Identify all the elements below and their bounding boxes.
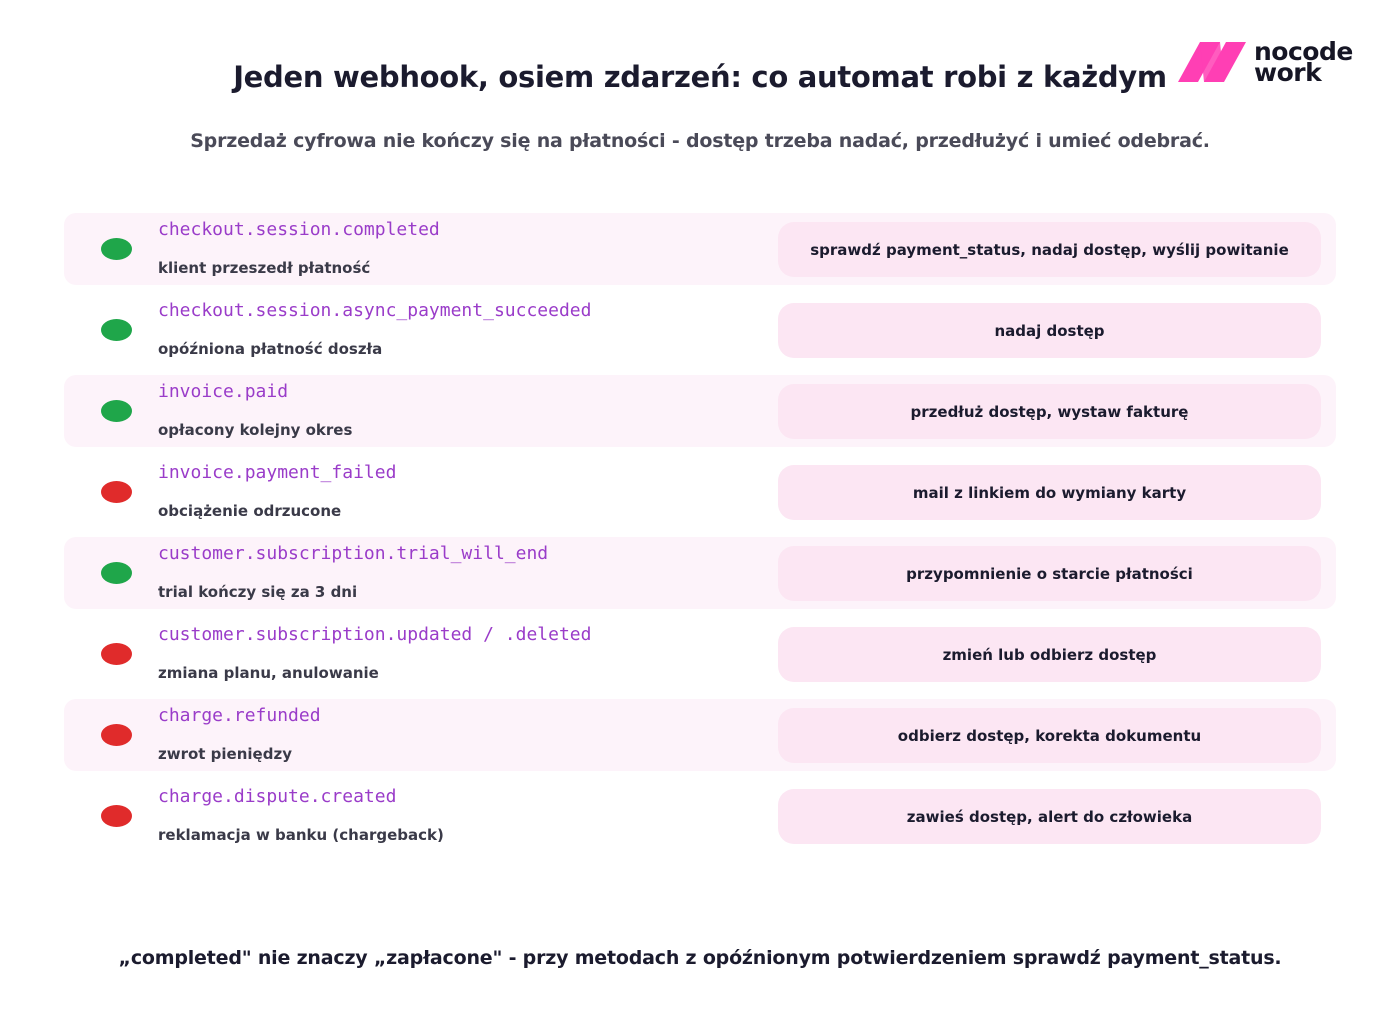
event-row <box>64 537 1336 609</box>
event-name: customer.subscription.trial_will_end <box>158 543 549 564</box>
event-name: charge.refunded <box>158 705 321 726</box>
event-description: reklamacja w banku (chargeback) <box>158 826 444 844</box>
footer-note: „completed" nie znaczy „zapłacone" - przy metodach z opóźnionym potwierdzeniem sprawdź payment_status. <box>118 947 1282 969</box>
event-name: checkout.session.completed <box>158 219 440 240</box>
event-list <box>64 213 1336 861</box>
event-row <box>64 780 1336 852</box>
event-row <box>64 375 1336 447</box>
status-dot-green-icon <box>101 319 132 341</box>
event-row <box>64 213 1336 285</box>
event-name: checkout.session.async_payment_succeeded <box>158 300 592 321</box>
event-action-pill: odbierz dostęp, korekta dokumentu <box>778 708 1321 763</box>
page-subtitle: Sprzedaż cyfrowa nie kończy się na płatności - dostęp trzeba nadać, przedłużyć i umieć odebrać. <box>190 130 1210 152</box>
event-name: charge.dispute.created <box>158 786 397 807</box>
event-name: invoice.paid <box>158 381 289 402</box>
event-action-pill: sprawdź payment_status, nadaj dostęp, wyślij powitanie <box>778 222 1321 277</box>
event-action-pill: przypomnienie o starcie płatności <box>778 546 1321 601</box>
page-title: Jeden webhook, osiem zdarzeń: co automat robi z każdym <box>233 60 1167 94</box>
status-dot-red-icon <box>101 724 132 746</box>
event-description: zwrot pieniędzy <box>158 745 292 763</box>
event-name: customer.subscription.updated / .deleted <box>158 624 592 645</box>
event-description: zmiana planu, anulowanie <box>158 664 379 682</box>
event-action-pill: mail z linkiem do wymiany karty <box>778 465 1321 520</box>
event-action-pill: zawieś dostęp, alert do człowieka <box>778 789 1321 844</box>
event-description: klient przeszedł płatność <box>158 259 371 277</box>
event-action-pill: przedłuż dostęp, wystaw fakturę <box>778 384 1321 439</box>
event-description: opłacony kolejny okres <box>158 421 353 439</box>
status-dot-red-icon <box>101 643 132 665</box>
event-row <box>64 294 1336 366</box>
event-row <box>64 456 1336 528</box>
status-dot-red-icon <box>101 481 132 503</box>
event-description: opóźniona płatność doszła <box>158 340 383 358</box>
status-dot-red-icon <box>101 805 132 827</box>
event-name: invoice.payment_failed <box>158 462 397 483</box>
status-dot-green-icon <box>101 238 132 260</box>
event-row <box>64 699 1336 771</box>
event-description: trial kończy się za 3 dni <box>158 583 358 601</box>
event-description: obciążenie odrzucone <box>158 502 342 520</box>
status-dot-green-icon <box>101 562 132 584</box>
logo-line-2: work <box>1254 58 1322 87</box>
status-dot-green-icon <box>101 400 132 422</box>
logo-line-1: nocode <box>1254 37 1353 66</box>
event-action-pill: zmień lub odbierz dostęp <box>778 627 1321 682</box>
event-action-pill: nadaj dostęp <box>778 303 1321 358</box>
event-row <box>64 618 1336 690</box>
